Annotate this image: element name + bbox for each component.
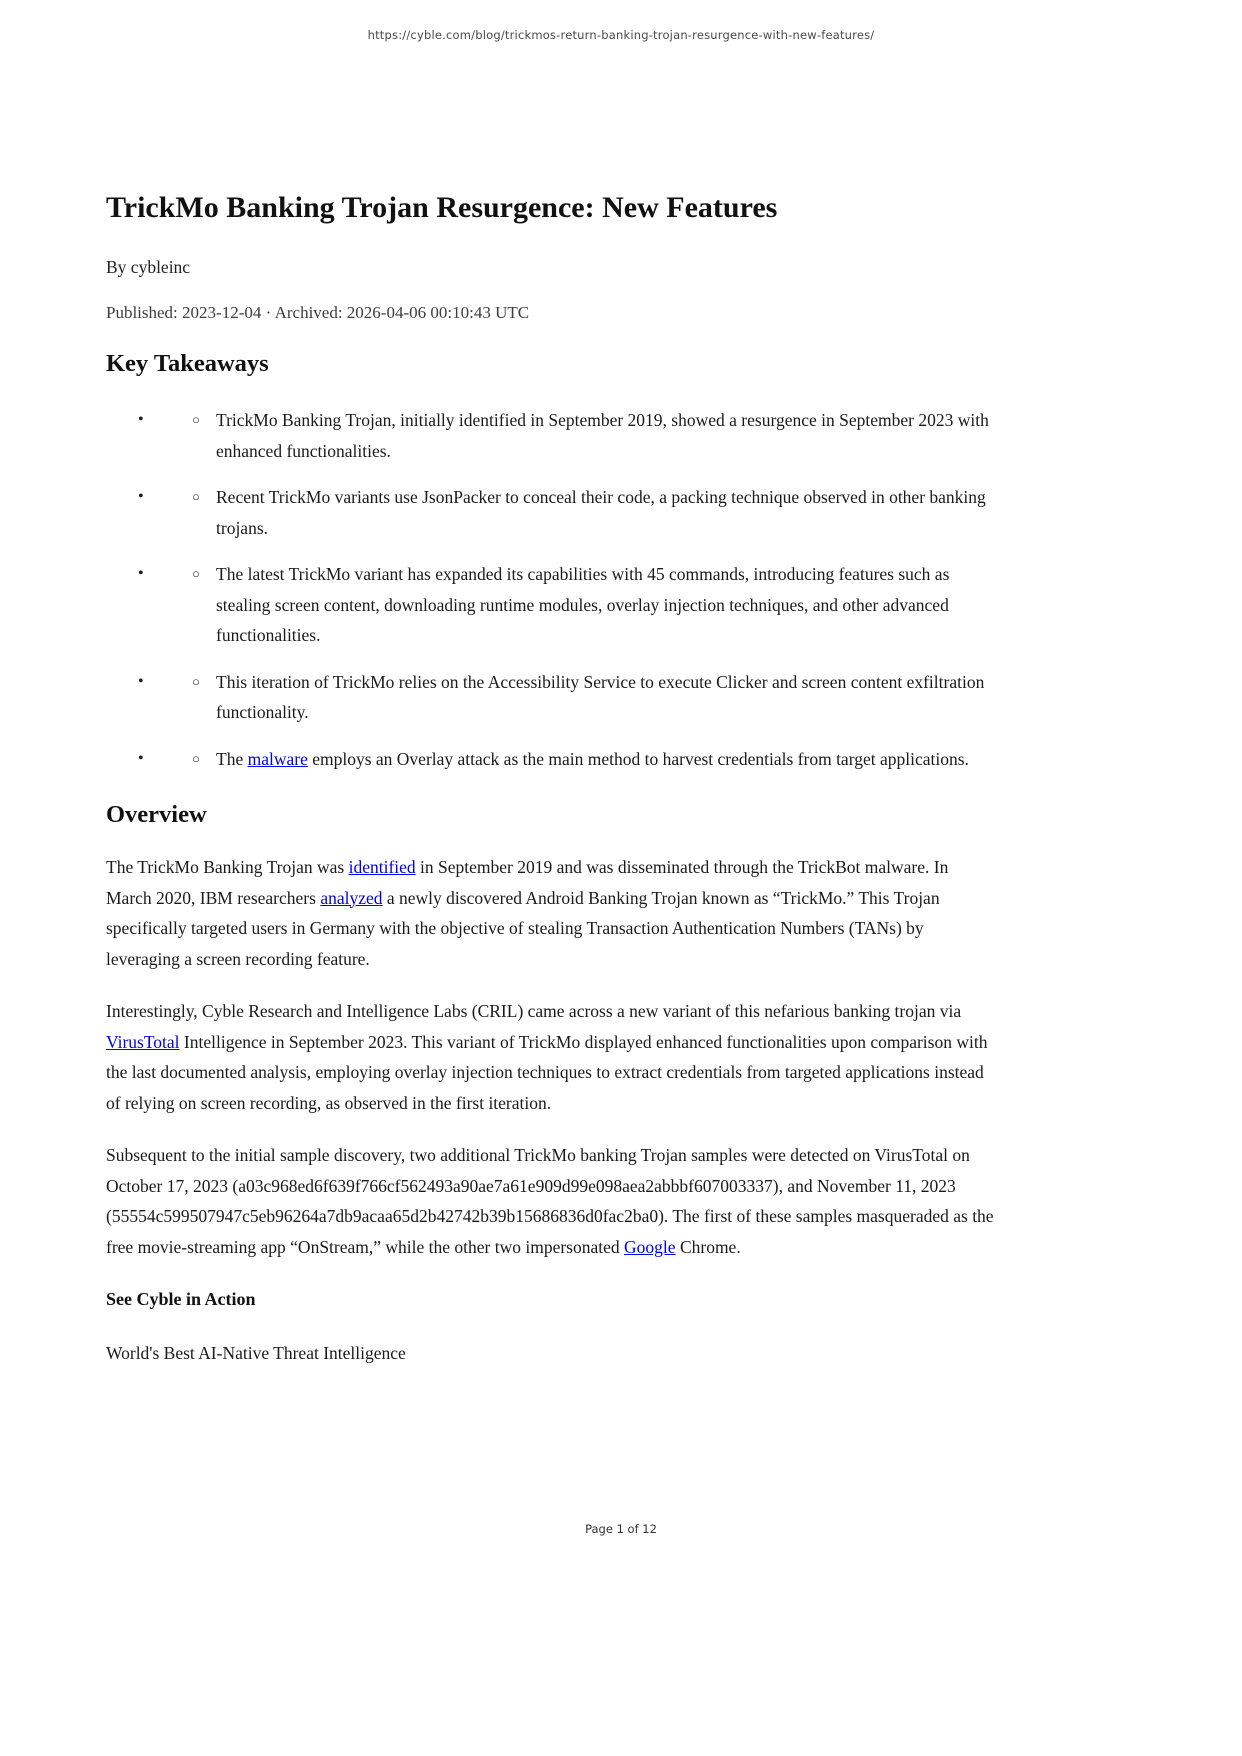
article-byline: By cybleinc	[106, 257, 191, 277]
bullet-marker-icon: •	[138, 565, 144, 582]
article-meta: Published: 2023-12-04 · Archived: 2026-04-06 00:10:43 UTC	[106, 303, 530, 322]
bullet-marker-icon: •	[138, 488, 144, 505]
virustotal-link[interactable]: VirusTotal	[106, 1031, 180, 1052]
paragraph-text: a newly discovered Android Banking Trojan known as “TrickMo.” This Trojan specifically targeted users in Germany with the objective of stealing Transaction Authentication Numbers (TANs) by leveraging a screen recording feature.	[106, 887, 940, 969]
section-heading-overview: Overview	[106, 801, 207, 828]
overview-paragraph-1	[106, 852, 996, 974]
article-title: TrickMo Banking Trojan Resurgence: New Features	[106, 191, 778, 224]
circle-marker-icon: ○	[192, 750, 200, 766]
circle-marker-icon: ○	[192, 412, 200, 427]
paragraph-text: The TrickMo Banking Trojan was	[106, 857, 349, 877]
list-item	[106, 559, 996, 651]
overview-paragraph-3	[106, 1140, 996, 1262]
google-link[interactable]: Google	[624, 1236, 676, 1257]
takeaway-text: TrickMo Banking Trojan, initially identified in September 2019, showed a resurgence in September 2023 with enhanced functionalities.	[216, 410, 989, 461]
paragraph-text: in September 2019 and was disseminated through the TrickBot malware. In March 2020, IBM researchers	[106, 857, 949, 908]
section-heading-key-takeaways: Key Takeaways	[106, 350, 269, 377]
circle-marker-icon: ○	[192, 673, 200, 689]
article-content	[106, 0, 996, 1369]
takeaway-text: This iteration of TrickMo relies on the Accessibility Service to execute Clicker and screen content exfiltration functionality.	[216, 671, 985, 722]
identified-link[interactable]: identified	[348, 857, 416, 877]
takeaway-text: The	[216, 748, 248, 769]
paragraph-text: Subsequent to the initial sample discovery, two additional TrickMo banking Trojan samples were detected on VirusTotal on October 17, 2023 (a03c968ed6f639f766cf562493a90ae7a61e909d99e098aea2abbbf607003337), and November 11, 2023 (55554c599507947c5eb96264a7db9acaa65d2b42742b39b15686836d0fac2ba0). The first of these samples masqueraded as the free movie-streaming app “OnStream,” while the other two impersonated	[106, 1145, 994, 1257]
takeaway-text: employs an Overlay attack as the main method to harvest credentials from target applications.	[307, 748, 969, 769]
print-footer-page-number: Page 1 of 12	[585, 1522, 657, 1536]
analyzed-link[interactable]: analyzed	[320, 887, 383, 908]
bullet-marker-icon: •	[138, 749, 144, 767]
overview-paragraph-2	[106, 996, 996, 1118]
list-item	[106, 482, 996, 543]
paragraph-text: Chrome.	[675, 1236, 741, 1257]
malware-link[interactable]: malware	[247, 748, 308, 769]
bullet-marker-icon: •	[138, 411, 144, 428]
circle-marker-icon: ○	[192, 489, 200, 504]
cta-text: World's Best AI-Native Threat Intelligence	[106, 1343, 406, 1363]
list-item	[106, 667, 996, 728]
circle-marker-icon: ○	[192, 566, 200, 581]
paragraph-text: Intelligence in September 2023. This variant of TrickMo displayed enhanced functionalities upon comparison with the last documented analysis, employing overlay injection techniques to extract credentials from targeted applications instead of relying on screen recording, as observed in the first iteration.	[106, 1031, 988, 1113]
takeaway-text: The latest TrickMo variant has expanded its capabilities with 45 commands, introducing features such as stealing screen content, downloading runtime modules, overlay injection techniques, and other advanced functionalities.	[216, 564, 950, 645]
cta-heading: See Cyble in Action	[106, 1289, 256, 1309]
list-item	[106, 744, 996, 775]
bullet-marker-icon: •	[138, 672, 144, 690]
print-header-url: https://cyble.com/blog/trickmos-return-banking-trojan-resurgence-with-new-features/	[367, 28, 875, 42]
takeaways-list	[106, 405, 996, 774]
list-item	[106, 405, 996, 466]
takeaway-text: Recent TrickMo variants use JsonPacker to conceal their code, a packing technique observed in other banking trojans.	[216, 487, 986, 538]
paragraph-text: Interestingly, Cyble Research and Intelligence Labs (CRIL) came across a new variant of this nefarious banking trojan via	[106, 1001, 962, 1021]
